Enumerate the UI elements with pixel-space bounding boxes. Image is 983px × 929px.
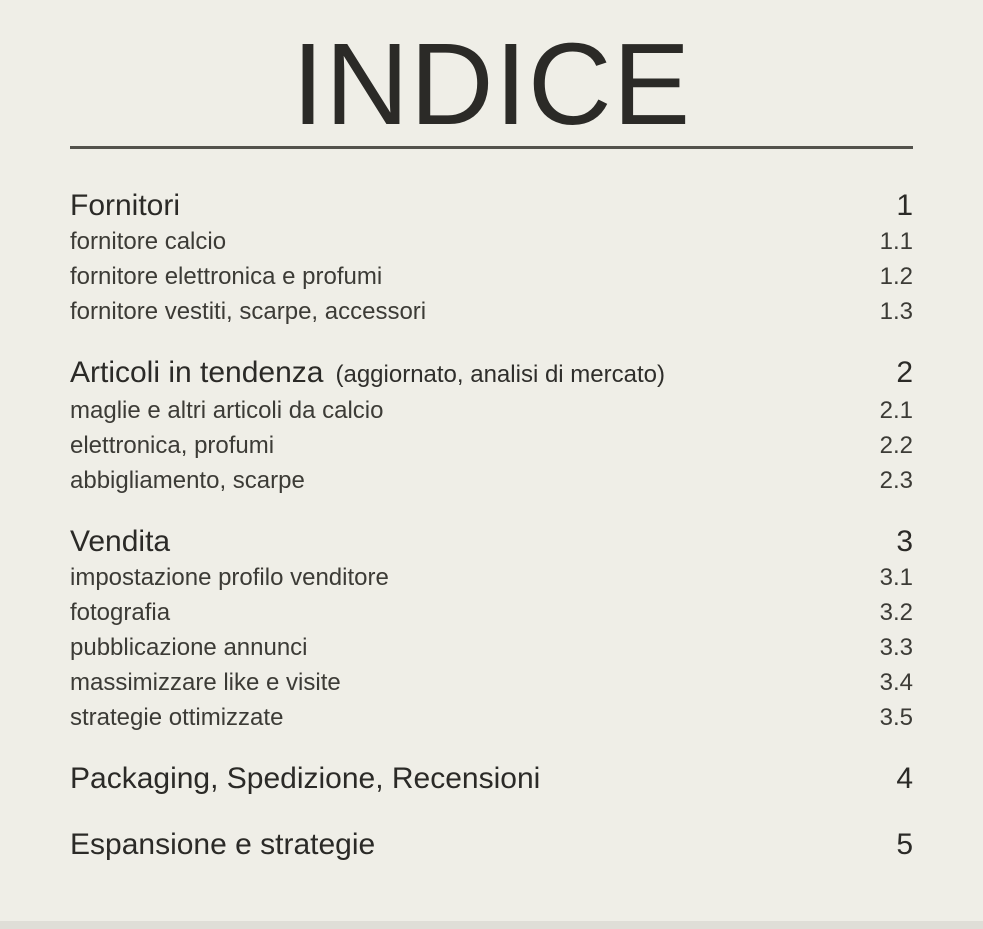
entry-page-number: 1.3	[879, 298, 913, 325]
toc-entry	[70, 224, 913, 259]
entry-page-number: 1.2	[879, 263, 913, 290]
entry-label: maglie e altri articoli da calcio	[70, 397, 384, 424]
toc-section-espansione-e-strategie	[70, 827, 913, 863]
section-page-number: 2	[896, 356, 913, 389]
toc-entry	[70, 700, 913, 735]
entry-page-number: 2.3	[879, 467, 913, 494]
section-page-number: 4	[896, 762, 913, 795]
section-title	[70, 761, 540, 797]
entry-label: fotografia	[70, 599, 171, 626]
section-title-text: Espansione e strategie	[70, 828, 376, 861]
entry-page-number: 3.2	[879, 599, 913, 626]
bottom-edge-shadow	[0, 921, 983, 929]
section-title-text: Packaging, Spedizione, Recensioni	[70, 762, 541, 795]
toc-section-packaging-spedizione-recensioni	[70, 761, 913, 797]
toc-entry	[70, 827, 913, 863]
section-title	[70, 188, 180, 224]
section-title-text: Vendita	[70, 525, 171, 558]
section-title	[70, 355, 665, 393]
entry-label: strategie ottimizzate	[70, 704, 284, 731]
toc-entry	[70, 294, 913, 329]
section-title	[70, 524, 170, 560]
section-note: (aggiornato, analisi di mercato)	[335, 361, 665, 388]
section-title-text: Articoli in tendenza	[70, 356, 324, 389]
toc-entry	[70, 463, 913, 498]
entry-label: elettronica, profumi	[70, 432, 275, 459]
entry-label: fornitore calcio	[70, 228, 227, 255]
toc-entry	[70, 595, 913, 630]
section-page-number: 5	[896, 828, 913, 861]
toc-entry	[70, 665, 913, 700]
toc-entry	[70, 560, 913, 595]
section-title-text: Fornitori	[70, 189, 181, 222]
entry-page-number: 2.2	[879, 432, 913, 459]
toc-entry	[70, 630, 913, 665]
entry-label: fornitore vestiti, scarpe, accessori	[70, 298, 427, 325]
toc-section-fornitori	[70, 188, 913, 329]
entry-page-number: 3.3	[879, 634, 913, 661]
entry-page-number: 3.5	[879, 704, 913, 731]
entry-page-number: 2.1	[879, 397, 913, 424]
entry-label: fornitore elettronica e profumi	[70, 263, 383, 290]
table-of-contents	[70, 188, 913, 863]
section-page-number: 1	[896, 189, 913, 222]
section-page-number: 3	[896, 525, 913, 558]
toc-section-articoli-in-tendenza	[70, 355, 913, 498]
toc-entry	[70, 393, 913, 428]
entry-page-number: 3.1	[879, 564, 913, 591]
entry-label: massimizzare like e visite	[70, 669, 341, 696]
page-title: INDICE	[291, 19, 692, 149]
entry-page-number: 1.1	[879, 228, 913, 255]
toc-section-vendita	[70, 524, 913, 735]
entry-label: pubblicazione annunci	[70, 634, 308, 661]
toc-entry	[70, 524, 913, 560]
toc-entry	[70, 428, 913, 463]
toc-entry	[70, 259, 913, 294]
entry-label: impostazione profilo venditore	[70, 564, 389, 591]
entry-label: abbigliamento, scarpe	[70, 467, 305, 494]
toc-entry	[70, 188, 913, 224]
toc-entry	[70, 761, 913, 797]
toc-entry	[70, 355, 913, 393]
entry-page-number: 3.4	[879, 669, 913, 696]
section-title	[70, 827, 375, 863]
